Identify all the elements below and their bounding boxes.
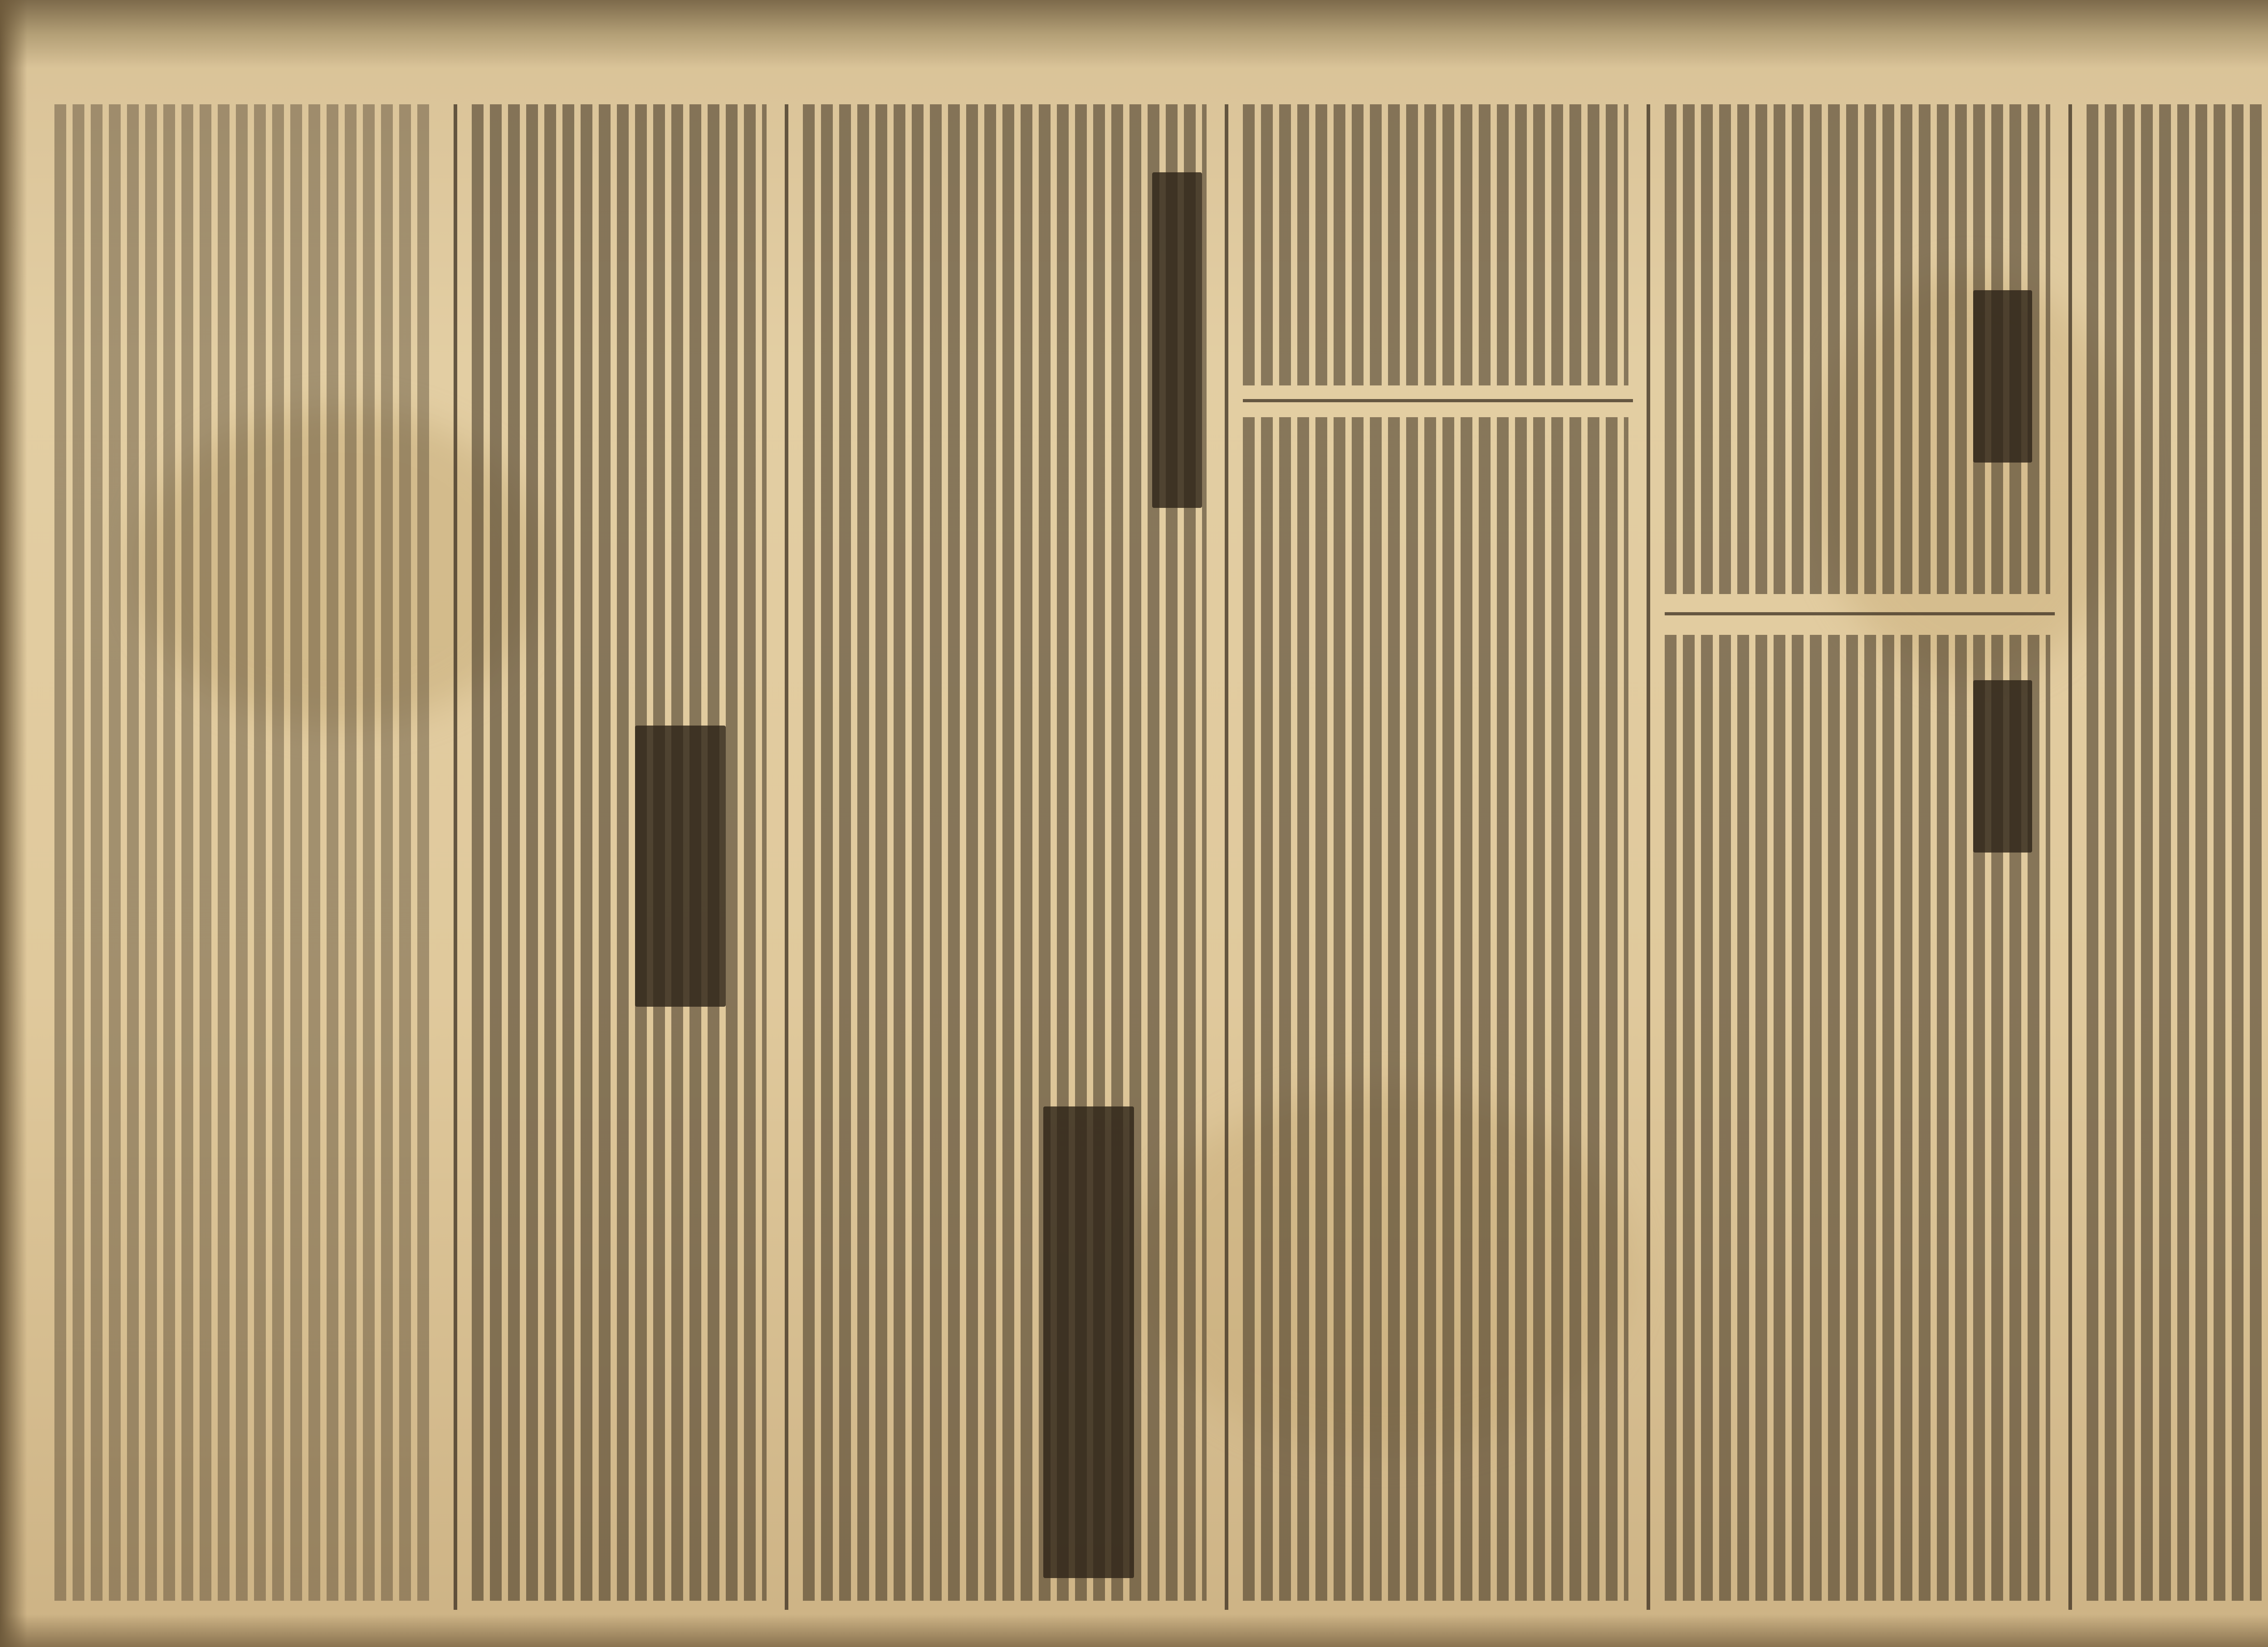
column-rule <box>1225 104 1228 1610</box>
section-heading-post <box>1152 172 1202 508</box>
section-rule <box>1665 612 2055 615</box>
text-column <box>803 104 1207 1601</box>
column-rule <box>1647 104 1650 1610</box>
section-heading-wuerttemberg <box>1043 1106 1134 1578</box>
column-rule <box>2068 104 2072 1610</box>
fold-shadow-bottom <box>0 1614 2268 1647</box>
text-column <box>2087 104 2268 1601</box>
fold-shadow-top <box>0 0 2268 68</box>
page-edge-left <box>0 0 27 1647</box>
column-rule <box>454 104 457 1610</box>
text-column <box>1243 417 1628 1601</box>
section-heading-lokales <box>635 726 726 1007</box>
section-heading-sport <box>1973 290 2032 463</box>
section-heading-wetter <box>1973 680 2032 853</box>
section-rule <box>1243 399 1633 402</box>
column-rule <box>785 104 788 1610</box>
text-column <box>54 104 435 1601</box>
text-column <box>1243 104 1628 385</box>
